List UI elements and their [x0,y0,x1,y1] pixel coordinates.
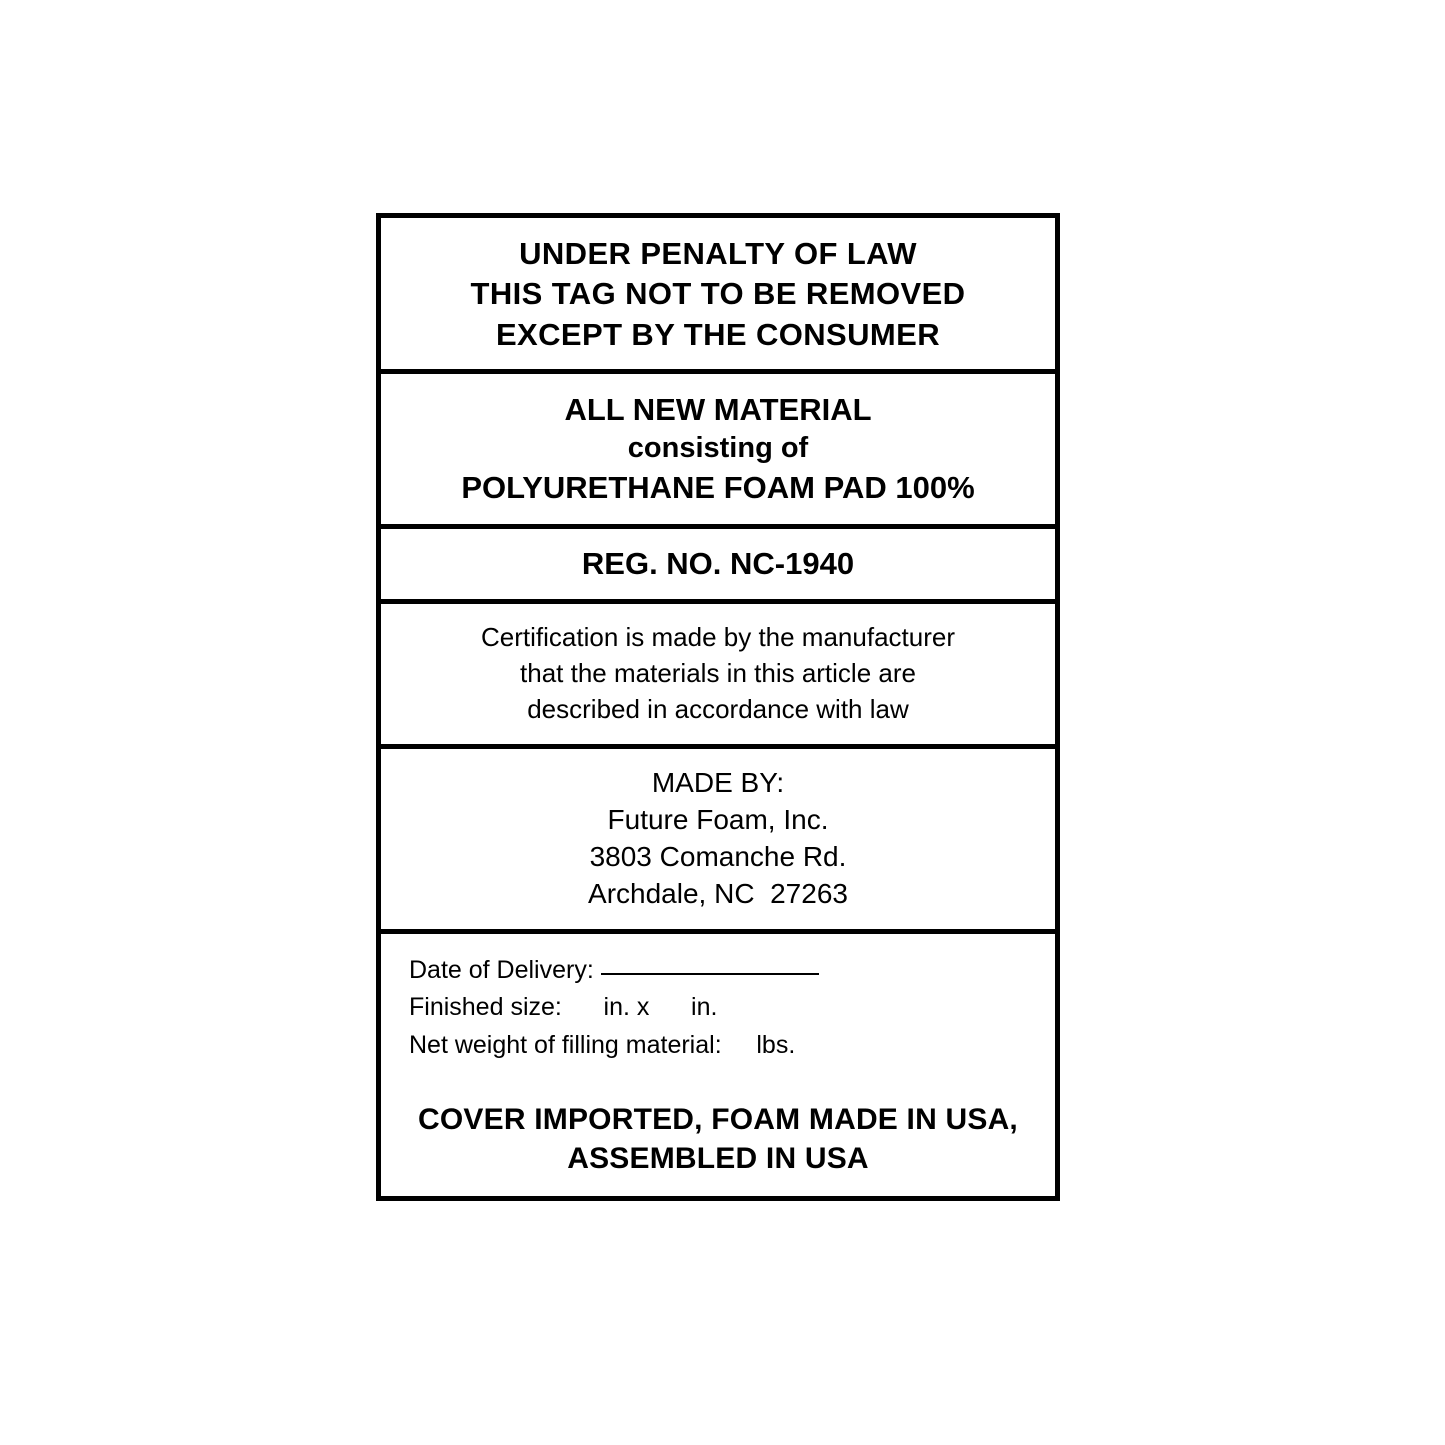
delivery-details-section [381,934,1055,1197]
manufacturer-section [381,749,1055,934]
origin-line-2: ASSEMBLED IN USA [567,1142,869,1176]
penalty-notice-line-2: THIS TAG NOT TO BE REMOVED [470,276,966,312]
material-content-section [381,374,1055,529]
certification-section [381,604,1055,749]
origin-line-1: COVER IMPORTED, FOAM MADE IN USA, [418,1103,1018,1137]
material-line-2: consisting of [627,432,809,465]
certification-line-2: that the materials in this article are [520,658,916,689]
law-tag [376,213,1060,1201]
certification-line-3: described in accordance with law [527,694,909,725]
penalty-notice-section [381,218,1055,374]
certification-line-1: Certification is made by the manufacturer [481,622,955,653]
date-of-delivery-input[interactable] [601,973,819,975]
penalty-notice-line-3: EXCEPT BY THE CONSUMER [495,316,940,352]
manufacturer-company: Future Foam, Inc. [607,804,829,836]
material-line-3: POLYURETHANE FOAM PAD 100% [461,469,975,505]
date-of-delivery-label: Date of Delivery: [409,955,594,984]
origin-statement [381,1064,1055,1196]
registration-number-text: REG. NO. NC-1940 [581,546,855,582]
manufacturer-city-state-zip: Archdale, NC 27263 [588,877,848,909]
date-of-delivery-field [381,952,1055,990]
penalty-notice-line-1: UNDER PENALTY OF LAW [519,236,917,271]
registration-number-section [381,529,1055,604]
manufacturer-heading: MADE BY: [651,767,785,799]
finished-size-field[interactable]: Finished size: in. x in. [409,993,718,1022]
material-line-1: ALL NEW MATERIAL [564,391,872,427]
net-weight-field[interactable]: Net weight of filling material: lbs. [409,1030,796,1059]
manufacturer-street: 3803 Comanche Rd. [589,841,847,872]
